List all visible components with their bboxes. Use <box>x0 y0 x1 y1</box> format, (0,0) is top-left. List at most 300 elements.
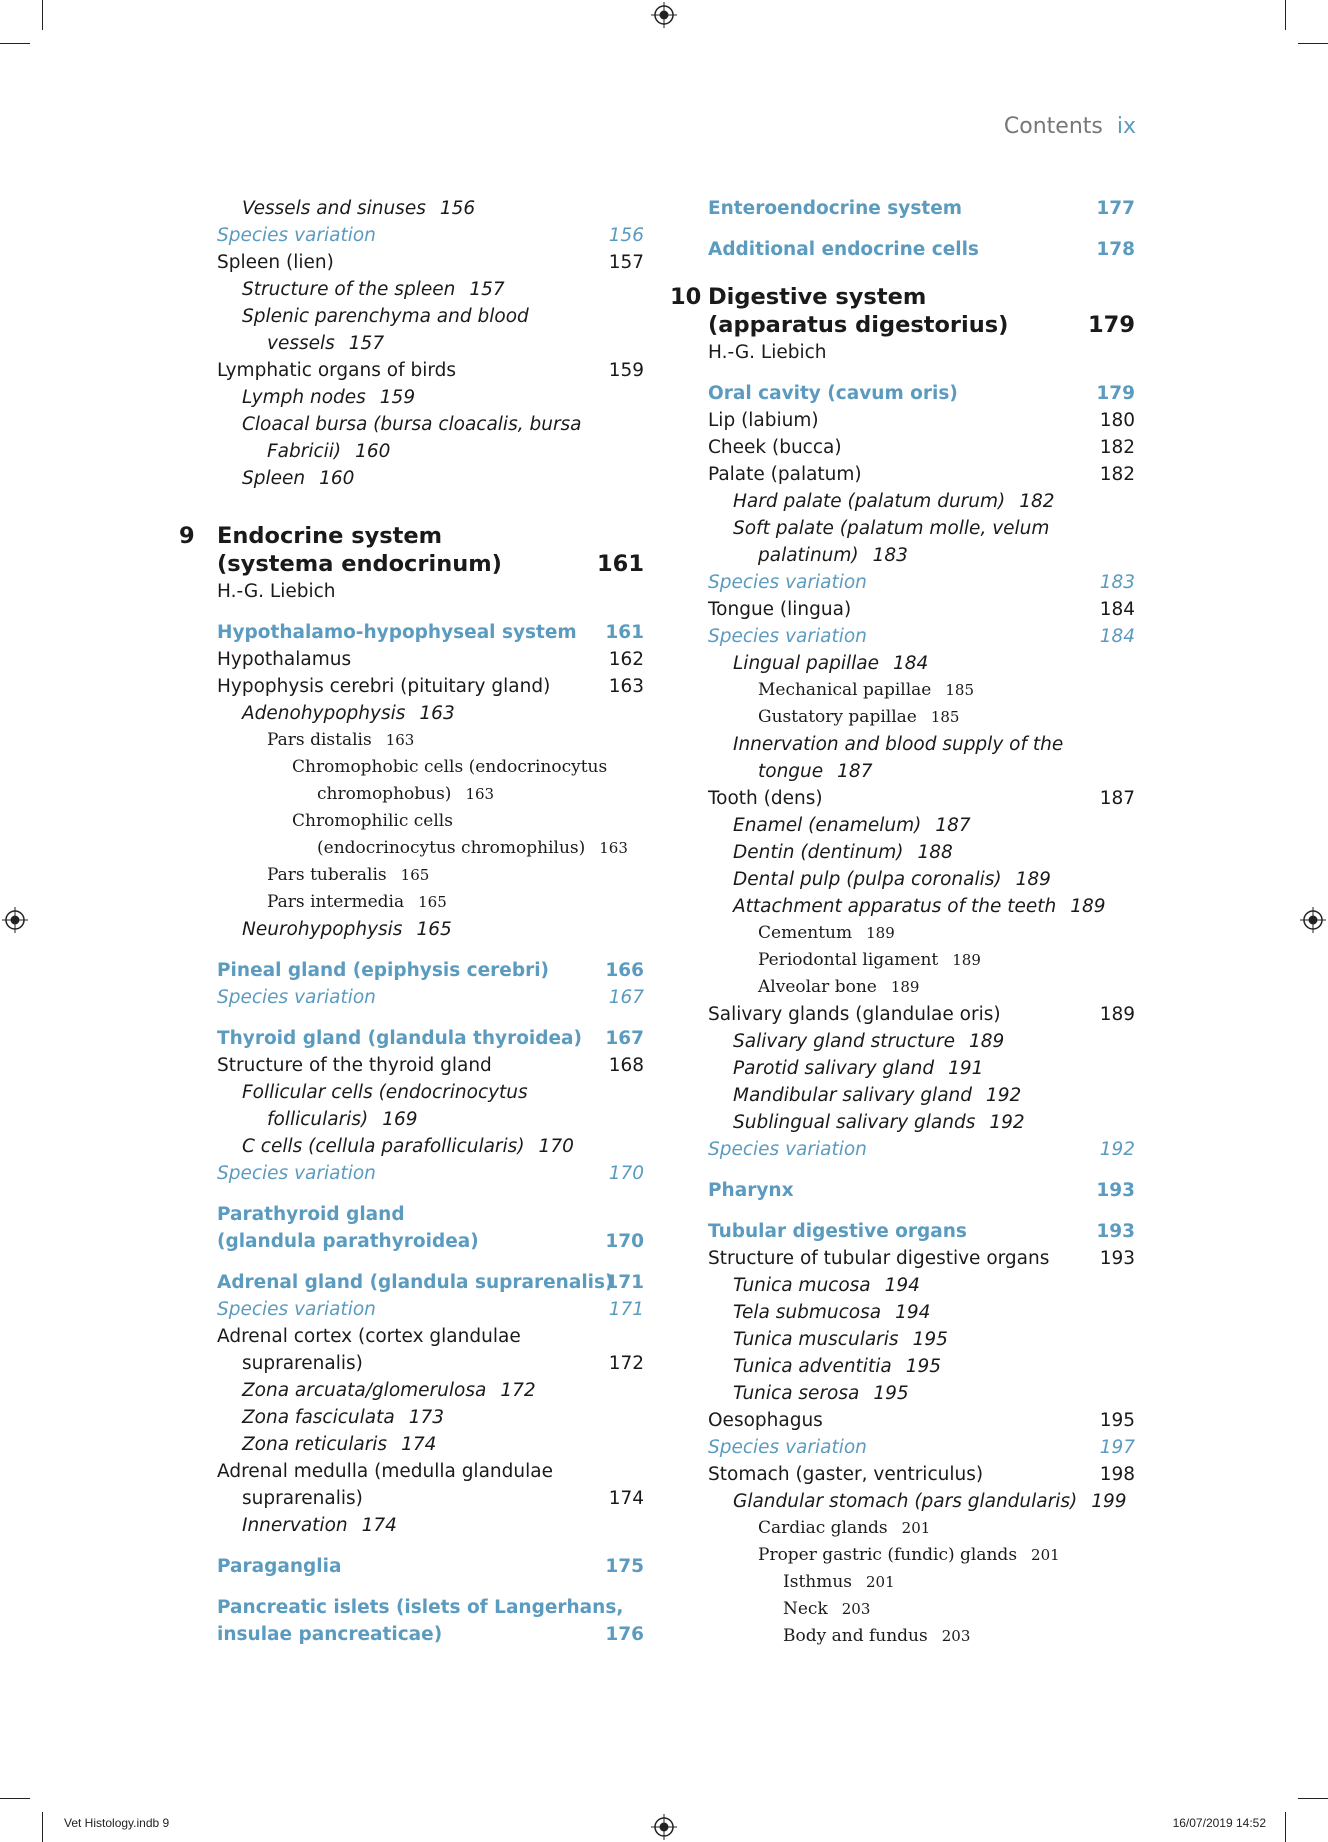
toc-entry-title: Hypothalamo-hypophyseal system <box>217 622 577 643</box>
toc-entry-title: Alveolar bone <box>758 977 877 997</box>
toc-entry-page: 195 <box>1099 1410 1135 1431</box>
toc-entry-page: 188 <box>917 842 953 863</box>
toc-entry-page: 189 <box>1099 1004 1135 1025</box>
toc-entry <box>708 1055 1135 1082</box>
toc-entry-page: 160 <box>355 441 391 462</box>
toc-entry-page: 179 <box>1096 383 1135 404</box>
toc-entry-page: 180 <box>1099 410 1135 431</box>
toc-entry-page: 192 <box>989 1112 1025 1133</box>
toc-entry <box>217 411 644 438</box>
chapter-number: 9 <box>179 523 195 549</box>
toc-group <box>708 380 1135 1163</box>
toc-entry-page: 189 <box>1015 869 1051 890</box>
toc-entry-title: chromophobus) <box>317 784 452 804</box>
crop-mark <box>1298 1798 1328 1799</box>
toc-entry <box>708 1353 1135 1380</box>
toc-group <box>708 195 1135 222</box>
toc-entry-page: 182 <box>1019 491 1055 512</box>
toc-entry <box>708 488 1135 515</box>
toc-entry <box>217 673 644 700</box>
toc-entry-title: insulae pancreaticae) <box>217 1624 443 1645</box>
toc-entry-title: Zona arcuata/glomerulosa <box>242 1380 487 1401</box>
toc-entry-page: 187 <box>935 815 971 836</box>
toc-entry-page: 194 <box>895 1302 931 1323</box>
toc-entry <box>217 1052 644 1079</box>
toc-entry <box>708 947 1135 974</box>
toc-entry-title: Body and fundus <box>783 1626 928 1646</box>
toc-entry-title: Hard palate (palatum durum) <box>733 491 1006 512</box>
toc-entry-title: Species variation <box>217 225 376 246</box>
toc-entry <box>217 1431 644 1458</box>
toc-group <box>708 1177 1135 1204</box>
toc-entry <box>217 808 644 835</box>
toc-entry <box>708 515 1135 542</box>
toc-entry-page: 163 <box>599 839 628 857</box>
toc-entry <box>708 1542 1135 1569</box>
toc-entry-title: Salivary glands (glandulae oris) <box>708 1004 1001 1025</box>
toc-entry-page: 163 <box>465 785 495 803</box>
toc-entry-title: Adrenal medulla (medulla glandulae <box>217 1461 553 1482</box>
toc-entry-title: Fabricii) <box>267 441 342 462</box>
toc-entry <box>708 1082 1135 1109</box>
toc-entry <box>708 1136 1135 1163</box>
toc-entry <box>217 1323 644 1350</box>
chapter-number: 10 <box>670 284 702 310</box>
toc-entry-page: 189 <box>1070 896 1106 917</box>
toc-entry <box>217 1404 644 1431</box>
toc-entry-page: 160 <box>319 468 355 489</box>
toc-entry-title: Thyroid gland (glandula thyroidea) <box>217 1028 582 1049</box>
chapter-author: H.-G. Liebich <box>217 581 336 602</box>
toc-entry <box>708 1623 1135 1650</box>
toc-section-continued <box>217 195 644 492</box>
toc-entry <box>708 1569 1135 1596</box>
toc-entry-page: 185 <box>945 681 975 699</box>
toc-entry <box>217 384 644 411</box>
toc-entry <box>217 276 644 303</box>
toc-entry <box>217 1201 644 1228</box>
toc-entry-title: Tongue (lingua) <box>708 599 852 620</box>
toc-entry-page: 174 <box>401 1434 437 1455</box>
toc-entry <box>217 1594 644 1621</box>
toc-entry-title: Innervation <box>242 1515 348 1536</box>
toc-entry-page: 185 <box>930 708 960 726</box>
toc-entry <box>708 1515 1135 1542</box>
toc-entry <box>217 862 644 889</box>
toc-entry-title: Spleen <box>242 468 306 489</box>
toc-entry-page: 168 <box>608 1055 644 1076</box>
toc-entry-title: Oesophagus <box>708 1410 823 1431</box>
chapter-heading <box>179 522 644 578</box>
toc-entry-page: 195 <box>873 1383 909 1404</box>
toc-entry-page: 157 <box>348 333 385 354</box>
toc-entry <box>708 195 1135 222</box>
toc-entry <box>217 249 644 276</box>
toc-entry-page: 187 <box>1099 788 1135 809</box>
toc-entries <box>217 605 644 1648</box>
toc-entry <box>708 839 1135 866</box>
toc-entry <box>217 727 644 754</box>
footer-file: Vet Histology.indb 9 <box>64 1816 170 1830</box>
toc-entry-page: 195 <box>912 1329 948 1350</box>
chapter-author: H.-G. Liebich <box>708 342 827 363</box>
toc-entry <box>217 1160 644 1187</box>
toc-entry-title: Lymph nodes <box>242 387 366 408</box>
toc-entry-page: 163 <box>608 676 644 697</box>
toc-entry-page: 203 <box>941 1627 971 1645</box>
toc-entry-page: 165 <box>400 866 430 884</box>
toc-entry-page: 201 <box>901 1519 931 1537</box>
toc-entry-page: 167 <box>608 987 644 1008</box>
toc-entry-page: 172 <box>500 1380 536 1401</box>
toc-entry-title: Splenic parenchyma and blood <box>242 306 529 327</box>
toc-entry <box>708 542 1135 569</box>
toc-entry-title: Additional endocrine cells <box>708 239 979 260</box>
header-title: Contents <box>1003 114 1103 139</box>
toc-entry <box>708 1028 1135 1055</box>
toc-entry <box>217 222 644 249</box>
toc-entry-page: 189 <box>866 924 895 942</box>
toc-entry <box>708 1245 1135 1272</box>
toc-entry-title: (glandula parathyroidea) <box>217 1231 479 1252</box>
toc-entry-title: Species variation <box>708 572 867 593</box>
toc-entry <box>217 1458 644 1485</box>
toc-entry <box>708 893 1135 920</box>
chapter-title-line: Endocrine system <box>217 523 443 549</box>
toc-entry-title: Dental pulp (pulpa coronalis) <box>733 869 1002 890</box>
toc-entry-title: Enteroendocrine system <box>708 198 963 219</box>
footer-datetime: 16/07/2019 14:52 <box>1172 1816 1266 1830</box>
toc-entry-title: Proper gastric (fundic) glands <box>758 1545 1018 1565</box>
toc-entry <box>708 1001 1135 1028</box>
toc-entry-page: 176 <box>605 1624 644 1645</box>
toc-entry <box>708 461 1135 488</box>
toc-entry-title: tongue <box>758 761 824 782</box>
toc-entry <box>217 1296 644 1323</box>
toc-entry-title: Pharynx <box>708 1180 794 1201</box>
toc-entry-title: Periodontal ligament <box>758 950 939 970</box>
toc-entry-title: Hypothalamus <box>217 649 352 670</box>
chapter-title-line: (apparatus digestorius) <box>708 312 1009 338</box>
toc-entry <box>708 1177 1135 1204</box>
toc-entry <box>708 596 1135 623</box>
toc-entry-title: Cardiac glands <box>758 1518 888 1538</box>
toc-entry-page: 183 <box>1099 572 1135 593</box>
toc-entry-page: 161 <box>605 622 644 643</box>
toc-entry-page: 178 <box>1096 239 1135 260</box>
crop-mark <box>1285 1812 1286 1842</box>
toc-entry <box>708 1488 1135 1515</box>
toc-entry-title: Cementum <box>758 923 853 943</box>
toc-entry-page: 165 <box>416 919 452 940</box>
toc-entry-page: 198 <box>1099 1464 1135 1485</box>
toc-entry-page: 193 <box>1096 1221 1135 1242</box>
toc-entry <box>217 1377 644 1404</box>
toc-entry-title: Lingual papillae <box>733 653 879 674</box>
toc-entry-title: (endocrinocytus chromophilus) <box>317 838 586 858</box>
chapter-page: 161 <box>597 551 644 577</box>
toc-entry <box>217 1228 644 1255</box>
crop-mark <box>42 0 43 30</box>
toc-entry <box>217 1621 644 1648</box>
toc-entry-page: 192 <box>986 1085 1022 1106</box>
toc-entry-title: Tunica mucosa <box>733 1275 871 1296</box>
toc-entry-title: Enamel (enamelum) <box>733 815 922 836</box>
toc-entry <box>217 303 644 330</box>
toc-entry-page: 182 <box>1099 437 1135 458</box>
toc-entry-page: 189 <box>969 1031 1005 1052</box>
toc-entry-page: 199 <box>1091 1491 1127 1512</box>
toc-entry <box>708 704 1135 731</box>
toc-entry-title: Palate (palatum) <box>708 464 862 485</box>
toc-entry-title: Neurohypophysis <box>242 919 403 940</box>
toc-entry-title: Pars tuberalis <box>267 865 387 885</box>
toc-entry-page: 157 <box>469 279 505 300</box>
crop-mark <box>42 1812 43 1842</box>
chapter-heading <box>670 283 1135 339</box>
toc-entry-title: Adenohypophysis <box>242 703 406 724</box>
toc-entry <box>708 785 1135 812</box>
toc-entry <box>217 438 644 465</box>
toc-entry-page: 192 <box>1099 1139 1135 1160</box>
toc-entry <box>708 1596 1135 1623</box>
toc-entry-page: 193 <box>1096 1180 1135 1201</box>
crop-mark <box>0 43 30 44</box>
toc-entry-page: 184 <box>1099 599 1135 620</box>
registration-mark-icon <box>2 907 28 933</box>
toc-entry-title: Hypophysis cerebri (pituitary gland) <box>217 676 551 697</box>
toc-entry-title: Species variation <box>217 1163 376 1184</box>
toc-entry-title: suprarenalis) <box>242 1488 363 1509</box>
toc-entry-title: Species variation <box>217 1299 376 1320</box>
toc-entry-title: Parathyroid gland <box>217 1204 405 1225</box>
toc-entry <box>708 866 1135 893</box>
toc-entry-title: C cells (cellula parafollicularis) <box>242 1136 525 1157</box>
toc-entry <box>708 1299 1135 1326</box>
toc-entry-page: 195 <box>905 1356 941 1377</box>
toc-entry-title: Species variation <box>708 626 867 647</box>
toc-entry <box>217 835 644 862</box>
toc-entry-page: 169 <box>382 1109 418 1130</box>
toc-entry-page: 203 <box>841 1600 871 1618</box>
toc-entry-title: Zona reticularis <box>242 1434 388 1455</box>
toc-entry-title: Vessels and sinuses <box>242 198 426 219</box>
toc-entry-title: vessels <box>267 333 335 354</box>
toc-entry-page: 159 <box>608 360 644 381</box>
toc-entry <box>217 619 644 646</box>
toc-entry <box>217 957 644 984</box>
toc-entry-title: Adrenal cortex (cortex glandulae <box>217 1326 521 1347</box>
toc-entry <box>217 754 644 781</box>
toc-entry-title: Structure of tubular digestive organs <box>708 1248 1050 1269</box>
toc-entry-title: Isthmus <box>783 1572 853 1592</box>
toc-group <box>217 619 644 943</box>
toc-entry-title: Stomach (gaster, ventriculus) <box>708 1464 984 1485</box>
toc-entry-title: Cloacal bursa (bursa cloacalis, bursa <box>242 414 582 435</box>
toc-entry <box>708 623 1135 650</box>
toc-entry-title: Gustatory papillae <box>758 707 917 727</box>
toc-entry-page: 187 <box>837 761 873 782</box>
toc-entry <box>217 330 644 357</box>
toc-entry-title: Attachment apparatus of the teeth <box>733 896 1057 917</box>
toc-entry-page: 156 <box>439 198 476 219</box>
toc-entry <box>708 1407 1135 1434</box>
toc-entry-title: Tela submucosa <box>733 1302 882 1323</box>
toc-entry <box>217 1350 644 1377</box>
toc-entry-title: Pars intermedia <box>267 892 405 912</box>
toc-entry-page: 166 <box>605 960 644 981</box>
toc-entry-title: Cheek (bucca) <box>708 437 842 458</box>
chapter-title-line: (systema endocrinum) <box>217 551 502 577</box>
toc-entry-page: 174 <box>608 1488 644 1509</box>
toc-entry-title: Pars distalis <box>267 730 372 750</box>
toc-entry-page: 157 <box>608 252 644 273</box>
running-header <box>1004 114 1136 139</box>
chapter-page: 179 <box>1088 312 1135 338</box>
toc-group <box>708 236 1135 263</box>
toc-entry-title: Structure of the thyroid gland <box>217 1055 492 1076</box>
toc-entry <box>708 758 1135 785</box>
toc-entry <box>708 434 1135 461</box>
toc-entry-page: 156 <box>608 225 644 246</box>
toc-entry-page: 162 <box>608 649 644 670</box>
toc-entry-title: Tunica muscularis <box>733 1329 899 1350</box>
toc-entry-title: Tubular digestive organs <box>708 1221 967 1242</box>
toc-entry-title: Sublingual salivary glands <box>733 1112 976 1133</box>
toc-entry-page: 184 <box>1099 626 1135 647</box>
toc-entry <box>708 731 1135 758</box>
toc-entry <box>708 1434 1135 1461</box>
toc-entry <box>217 889 644 916</box>
toc-section-continued <box>708 195 1135 263</box>
crop-mark <box>1298 43 1328 44</box>
toc-entry-title: follicularis) <box>267 1109 369 1130</box>
toc-entry <box>708 1109 1135 1136</box>
toc-entry-page: 174 <box>361 1515 397 1536</box>
crop-mark <box>0 1798 30 1799</box>
header-page-number: ix <box>1116 114 1136 139</box>
toc-entry <box>217 781 644 808</box>
toc-entry <box>708 1218 1135 1245</box>
toc-entry <box>708 1272 1135 1299</box>
toc-entry <box>217 1269 644 1296</box>
toc-entry <box>708 1461 1135 1488</box>
toc-entry <box>217 916 644 943</box>
crop-mark <box>1285 0 1286 30</box>
toc-entry-page: 170 <box>605 1231 644 1252</box>
toc-group <box>217 957 644 1011</box>
registration-mark-icon <box>651 2 677 28</box>
toc-entry-title: Follicular cells (endocrinocytus <box>242 1082 528 1103</box>
toc-entry-title: Pineal gland (epiphysis cerebri) <box>217 960 550 981</box>
toc-entry-title: Innervation and blood supply of the <box>733 734 1064 755</box>
toc-entry <box>708 380 1135 407</box>
toc-entry-page: 191 <box>948 1058 984 1079</box>
toc-entry <box>217 465 644 492</box>
toc-entry <box>708 1380 1135 1407</box>
toc-right-column <box>670 195 1135 1650</box>
toc-entry-title: Dentin (dentinum) <box>733 842 904 863</box>
toc-entry-page: 163 <box>419 703 455 724</box>
toc-entry-page: 184 <box>892 653 929 674</box>
toc-entry-title: Neck <box>783 1599 828 1619</box>
toc-entry-title: Salivary gland structure <box>733 1031 956 1052</box>
toc-group <box>217 1594 644 1648</box>
toc-entry-title: Pancreatic islets (islets of Langerhans, <box>217 1597 624 1618</box>
toc-entry-page: 172 <box>608 1353 644 1374</box>
toc-entry <box>708 1326 1135 1353</box>
toc-entry-page: 171 <box>608 1299 644 1320</box>
toc-entry-page: 171 <box>605 1272 644 1293</box>
toc-entry-title: Species variation <box>217 987 376 1008</box>
toc-entry-title: Lip (labium) <box>708 410 819 431</box>
toc-entry-title: palatinum) <box>758 545 859 566</box>
toc-entry <box>708 974 1135 1001</box>
toc-entry-page: 201 <box>866 1573 895 1591</box>
toc-entry <box>708 920 1135 947</box>
toc-entry <box>708 812 1135 839</box>
toc-entry-page: 183 <box>872 545 908 566</box>
toc-entry-title: Species variation <box>708 1139 867 1160</box>
toc-entry-title: Adrenal gland (glandula suprarenalis) <box>217 1272 614 1293</box>
registration-mark-icon <box>651 1814 677 1840</box>
toc-group <box>708 1218 1135 1650</box>
toc-entry <box>708 407 1135 434</box>
toc-entry-title: Oral cavity (cavum oris) <box>708 383 958 404</box>
toc-entry <box>217 984 644 1011</box>
toc-entry <box>708 569 1135 596</box>
toc-entry-title: Spleen (lien) <box>217 252 334 273</box>
toc-entry-page: 159 <box>379 387 416 408</box>
toc-entry-page: 197 <box>1099 1437 1135 1458</box>
toc-entry-page: 193 <box>1099 1248 1135 1269</box>
toc-entry-page: 170 <box>538 1136 574 1157</box>
toc-entry-title: suprarenalis) <box>242 1353 363 1374</box>
toc-entry <box>708 236 1135 263</box>
toc-entry <box>217 646 644 673</box>
toc-entry-page: 173 <box>408 1407 445 1428</box>
toc-group <box>217 1269 644 1539</box>
toc-entry <box>217 1485 644 1512</box>
registration-mark-icon <box>1300 907 1326 933</box>
toc-entry-page: 189 <box>890 978 920 996</box>
toc-entry-title: Chromophobic cells (endocrinocytus <box>292 757 608 777</box>
chapter-title-line: Digestive system <box>708 284 927 310</box>
toc-entry-title: Zona fasciculata <box>242 1407 395 1428</box>
toc-entry-page: 170 <box>608 1163 644 1184</box>
toc-entry <box>217 1553 644 1580</box>
toc-entry-title: Tunica adventitia <box>733 1356 892 1377</box>
toc-entry <box>217 700 644 727</box>
toc-entry <box>217 357 644 384</box>
toc-entry-page: 201 <box>1031 1546 1060 1564</box>
toc-entry-page: 175 <box>605 1556 644 1577</box>
toc-entries <box>708 366 1135 1650</box>
toc-entry-title: Mandibular salivary gland <box>733 1085 973 1106</box>
toc-left-column <box>179 195 644 1648</box>
toc-entry-page: 165 <box>418 893 447 911</box>
toc-entry-title: Paraganglia <box>217 1556 342 1577</box>
toc-group <box>217 1025 644 1187</box>
toc-entry-title: Structure of the spleen <box>242 279 456 300</box>
toc-group <box>217 1201 644 1255</box>
toc-entry-page: 194 <box>884 1275 920 1296</box>
toc-entry-title: Tooth (dens) <box>708 788 823 809</box>
toc-entry <box>217 195 644 222</box>
toc-entry-title: Lymphatic organs of birds <box>217 360 457 381</box>
toc-entry-title: Tunica serosa <box>733 1383 860 1404</box>
toc-group <box>217 1553 644 1580</box>
